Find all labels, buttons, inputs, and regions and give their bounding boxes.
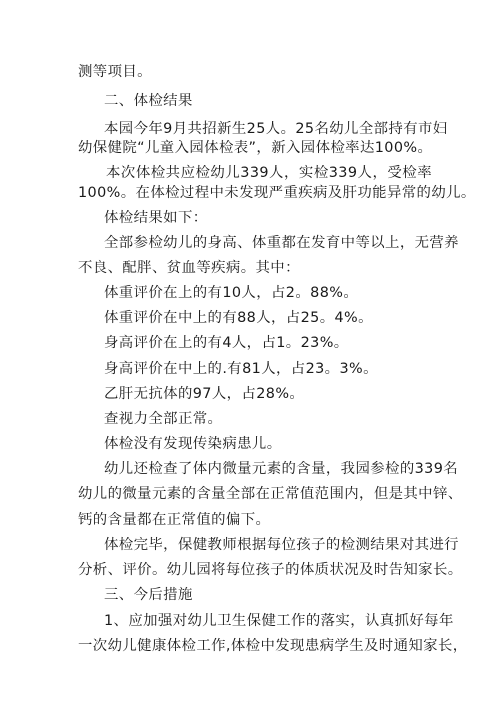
list-item: 身高评价在中上的.有81人，占23。3%。 xyxy=(104,361,378,377)
paragraph-line: 100%。在体检过程中未发现严重疾病及肝功能异常的幼儿。 xyxy=(78,185,476,201)
list-item: 身高评价在上的有4人，占1。23%。 xyxy=(104,335,349,351)
paragraph-line: 钙的含量都在正常值的偏下。 xyxy=(78,512,271,528)
paragraph-line: 本园今年9月共招新生25人。25名幼儿全部持有市妇 xyxy=(104,121,448,137)
paragraph-line: 本次体检共应检幼儿339人，实检339人，受检率 xyxy=(106,165,432,181)
paragraph-line: 全部参检幼儿的身高、体重都在发育中等以上，无营养 xyxy=(104,235,459,251)
paragraph-line: 测等项目。 xyxy=(78,64,152,80)
paragraph-line: 幼保健院“儿童入园体检表”，新入园体检率达100%。 xyxy=(78,140,433,156)
list-item: 体重评价在上的有10人，占2。88%。 xyxy=(104,285,359,301)
paragraph-line: 体检结果如下： xyxy=(104,210,208,226)
paragraph-line: 幼儿还检查了体内微量元素的含量，我园参检的339名 xyxy=(104,461,459,477)
paragraph-line: 幼儿的微量元素的含量全部在正常值范围内，但是其中锌、 xyxy=(78,486,463,502)
list-item: 体检没有发现传染病患儿。 xyxy=(104,436,282,452)
list-item: 体重评价在中上的有88人，占25。4%。 xyxy=(104,310,373,326)
section-heading: 二、体检结果 xyxy=(104,93,193,109)
paragraph-line: 分析、评价。幼儿园将每位孩子的体质状况及时告知家长。 xyxy=(78,562,463,578)
paragraph-line: 一次幼儿健康体检工作,体检中发现患病学生及时通知家长， xyxy=(78,638,468,654)
list-item: 查视力全部正常。 xyxy=(104,411,223,427)
section-heading: 三、今后措施 xyxy=(104,587,193,603)
list-item: 乙肝无抗体的97人，占28%。 xyxy=(104,386,305,402)
paragraph-line: 不良、配胖、贫血等疾病。其中： xyxy=(78,260,300,276)
paragraph-line: 体检完毕，保健教师根据每位孩子的检测结果对其进行 xyxy=(104,537,459,553)
paragraph-line: 1、应加强对幼儿卫生保健工作的落实，认真抓好每年 xyxy=(104,613,454,629)
